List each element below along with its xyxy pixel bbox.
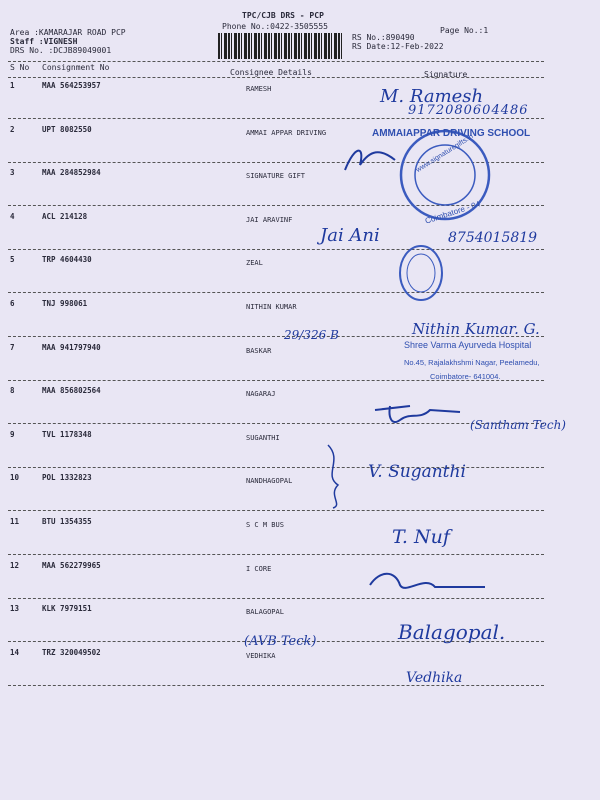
row-consignee: SIGNATURE GIFT: [246, 172, 306, 181]
col-consignment: Consignment No: [42, 63, 110, 72]
phone-jai: 8754015819: [448, 230, 538, 246]
row-consignee: I CORE: [246, 564, 272, 573]
signature-nagaraj-icon: [370, 390, 470, 430]
row-consignment-no: KLK 7979151: [42, 604, 92, 614]
gifts-stamp-city: Coimbatore - 04: [424, 199, 482, 226]
signature-ramesh: M. Ramesh: [380, 86, 484, 107]
phone-ramesh: 9172080604486: [408, 103, 529, 118]
note-nagaraj: (Santham Tech): [470, 418, 566, 432]
col-consignee: Consignee Details: [230, 68, 312, 77]
row-divider: [8, 510, 544, 511]
document-title: TPC/CJB DRS - PCP: [242, 11, 324, 20]
signature-suganthi: V. Suganthi: [368, 462, 466, 482]
row-sno: 11: [10, 517, 20, 526]
row-consignee: SUGANTHI: [246, 433, 280, 442]
brace-mark-icon: [318, 440, 358, 510]
row-divider: [8, 249, 544, 250]
row-sno: 4: [10, 211, 15, 221]
signature-scribble-icon: [340, 140, 400, 180]
rs-number: RS No.:890490: [352, 33, 415, 42]
area-label: Area :KAMARAJAR ROAD PCP: [10, 28, 126, 37]
row-sno: 2: [10, 124, 15, 134]
row-consignment-no: TNJ 998061: [42, 299, 88, 308]
row-consignee: BASKAR: [246, 346, 272, 355]
row-divider: [8, 554, 544, 555]
hospital-stamp-name: Shree Varma Ayurveda Hospital: [404, 340, 532, 350]
row-sno: 9: [10, 429, 15, 439]
header-divider: [8, 61, 544, 62]
note-balagopal: (AVB Teck): [244, 634, 317, 649]
staff-label: Staff :VIGNESH: [10, 37, 78, 46]
note-nithin: 29/326 B: [284, 328, 339, 342]
row-sno: 13: [10, 604, 20, 614]
signature-nithin: Nithin Kumar. G.: [412, 320, 540, 338]
barcode: [218, 33, 344, 59]
row-consignment-no: UPT 8082550: [42, 124, 92, 134]
row-consignment-no: TRZ 320049502: [42, 647, 101, 657]
hospital-stamp-city: Coimbatore- 641004.: [430, 372, 501, 381]
phone-number: Phone No.:0422-3505555: [222, 22, 328, 31]
row-sno: 12: [10, 560, 20, 570]
row-consignment-no: POL 1332823: [42, 473, 92, 483]
row-consignee: NAGARAJ: [246, 390, 276, 399]
row-consignment-no: MAA 856802564: [42, 386, 101, 396]
row-sno: 3: [10, 168, 15, 178]
row-consignment-no: ACL 214128: [42, 211, 88, 221]
col-sno: S No: [10, 63, 30, 72]
row-sno: 7: [10, 342, 15, 352]
signature-jai: Jai Ani: [320, 225, 380, 246]
row-consignee: AMMAI APPAR DRIVING: [246, 128, 327, 137]
row-consignee: RAMESH: [246, 85, 272, 93]
row-sno: 6: [10, 299, 15, 308]
row-sno: 1: [10, 81, 15, 90]
signature-icore-icon: [365, 565, 495, 600]
col-signature: Signature: [424, 70, 468, 79]
row-divider: [8, 685, 544, 686]
row-consignee: NITHIN KUMAR: [246, 303, 297, 311]
row-consignment-no: BTU 1354355: [42, 517, 92, 526]
row-consignee: S C M BUS: [246, 521, 284, 529]
row-sno: 5: [10, 255, 15, 265]
row-consignment-no: MAA 562279965: [42, 560, 101, 570]
signature-balagopal: Balagopal.: [398, 620, 506, 644]
seal-stamp-icon: [398, 244, 444, 302]
row-consignment-no: TRP 4604430: [42, 255, 92, 265]
drs-number: DRS No. :DCJB89049001: [10, 46, 112, 55]
row-consignment-no: MAA 941797940: [42, 342, 101, 352]
signature-vedhika: Vedhika: [406, 670, 463, 686]
row-consignment-no: MAA 284852984: [42, 168, 101, 178]
row-consignment-no: MAA 564253957: [42, 81, 101, 90]
rs-date: RS Date:12-Feb-2022: [352, 42, 444, 51]
row-sno: 14: [10, 647, 20, 657]
row-consignee: BALAGOPAL: [246, 608, 284, 617]
row-consignee: NANDHAGOPAL: [246, 477, 293, 486]
signature-scm: T. Nuf: [392, 526, 450, 548]
row-consignment-no: TVL 1178348: [42, 429, 92, 439]
hospital-stamp-address: No.45, Rajalakhshmi Nagar, Peelamedu,: [404, 358, 540, 367]
gifts-stamp-url: www.signaturegifts.in: [415, 133, 475, 174]
row-consignee: ZEAL: [246, 259, 263, 268]
column-divider: [8, 77, 544, 78]
row-divider: [8, 118, 544, 119]
page-number: Page No.:1: [440, 26, 489, 35]
driving-school-stamp: AMMAIAPPAR DRIVING SCHOOL: [372, 128, 531, 139]
row-consignee: JAI ARAVINF: [246, 215, 293, 224]
row-divider: [8, 292, 544, 293]
row-consignee: VEDHIKA: [246, 651, 276, 660]
row-sno: 10: [10, 473, 20, 483]
row-sno: 8: [10, 386, 15, 396]
